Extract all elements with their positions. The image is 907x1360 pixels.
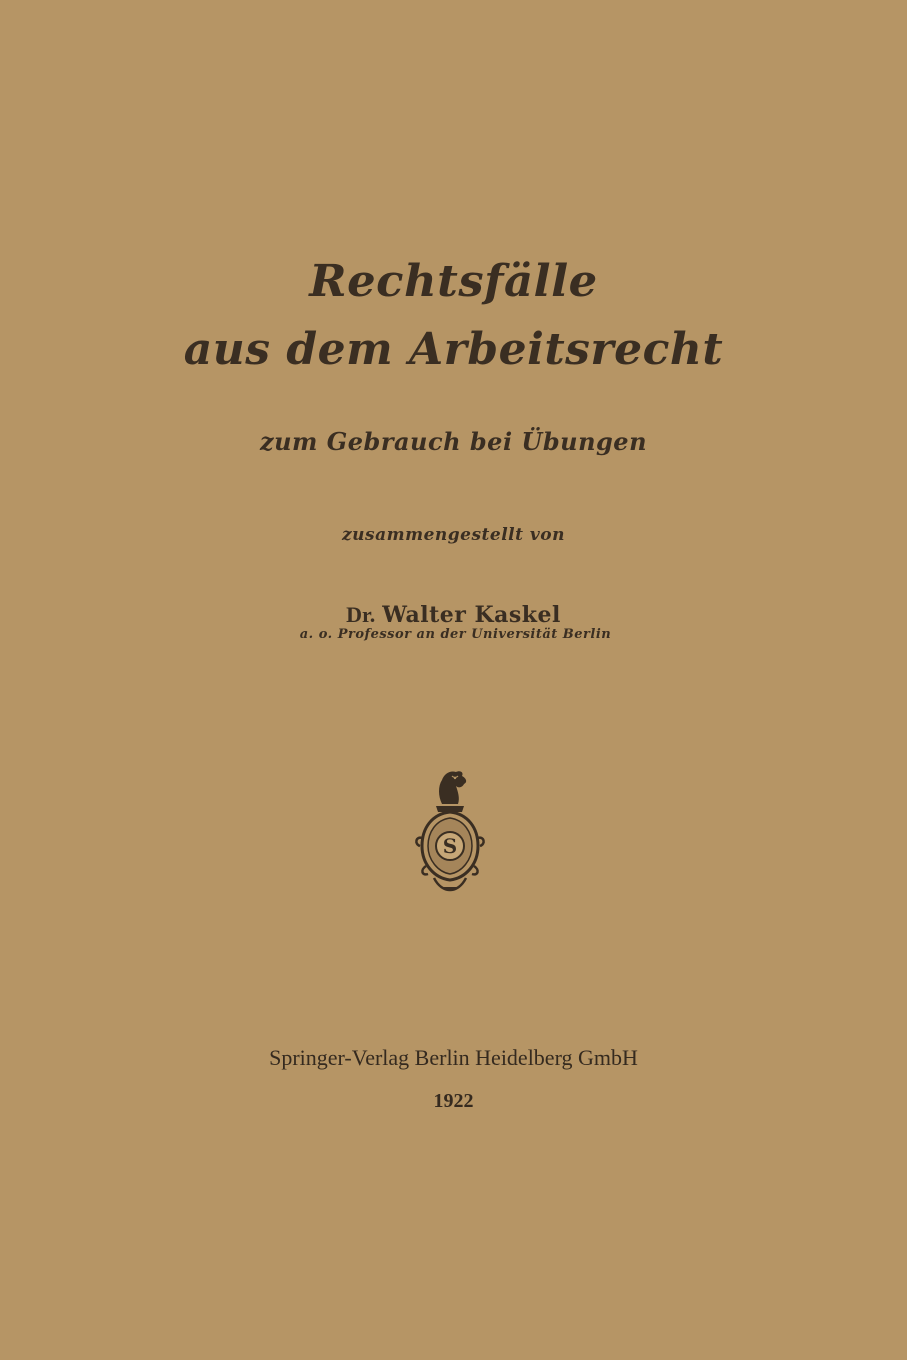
- author-name: Walter Kaskel: [382, 602, 561, 628]
- book-title-line-2: aus dem Arbeitsrecht: [183, 324, 724, 375]
- springer-knight-icon: [412, 766, 488, 894]
- author-prefix: Dr.: [346, 602, 376, 627]
- book-subtitle: zum Gebrauch bei Übungen: [259, 427, 648, 456]
- book-title-line-1: Rechtsfälle: [309, 256, 598, 307]
- author-affiliation: a. o. Professor an der Universität Berlin: [299, 627, 612, 642]
- logo-monogram: S: [442, 834, 458, 858]
- publication-year: 1922: [433, 1090, 474, 1112]
- compiled-by-label: zusammengestellt von: [342, 525, 565, 545]
- publisher-name: Springer-Verlag Berlin Heidelberg GmbH: [269, 1045, 638, 1070]
